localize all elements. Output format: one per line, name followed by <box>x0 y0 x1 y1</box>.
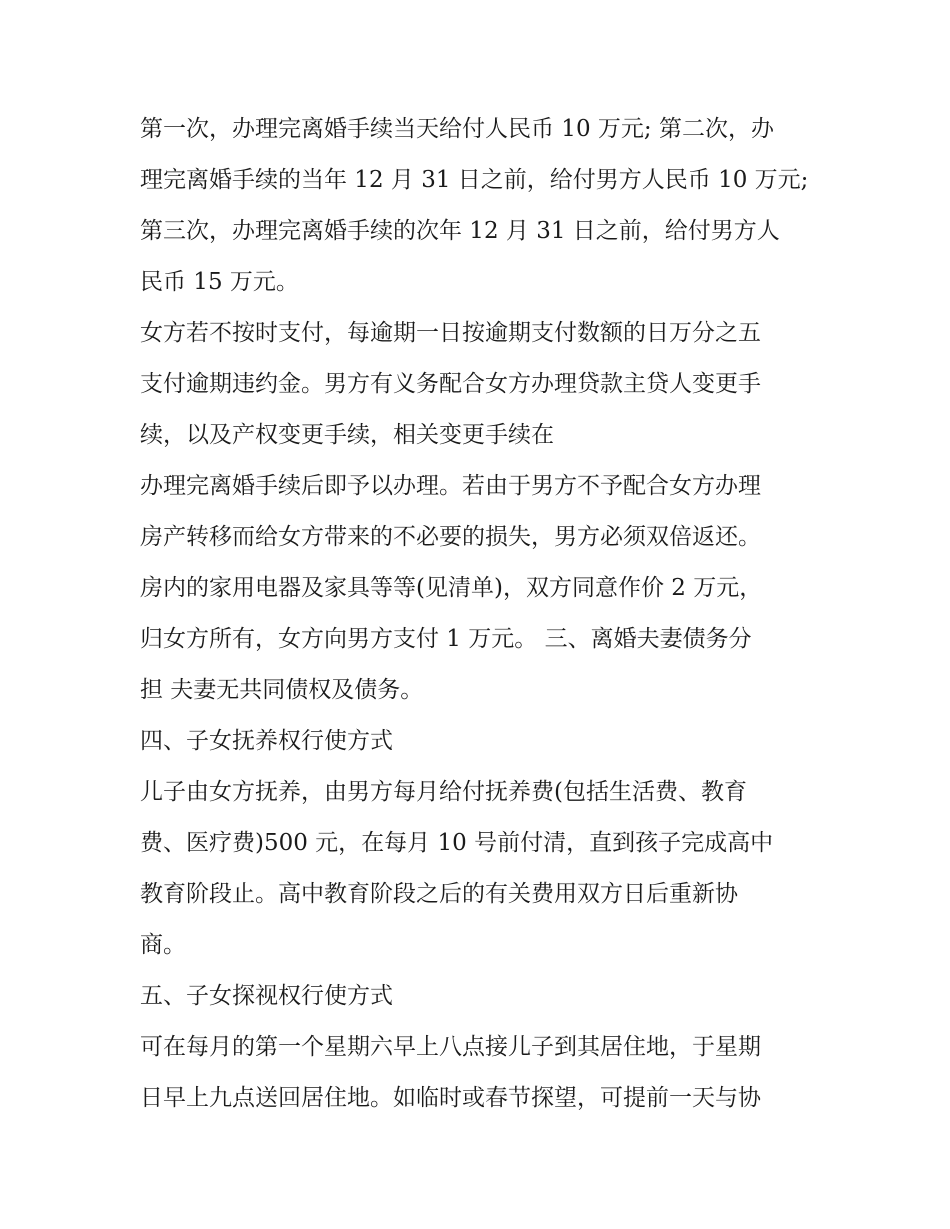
text-line: 教育阶段止。高中教育阶段之后的有关费用双方日后重新协 <box>140 881 738 907</box>
text-line: 民币 15 万元。 <box>140 269 299 295</box>
text-line: 第一次，办理完离婚手续当天给付人民币 10 万元; 第二次，办 <box>140 116 774 142</box>
section-heading: 五、子女探视权行使方式 <box>140 983 393 1009</box>
text-line: 儿子由女方抚养，由男方每月给付抚养费(包括生活费、教育 <box>140 779 747 805</box>
text-line: 日早上九点送回居住地。如临时或春节探望，可提前一天与协 <box>140 1085 761 1111</box>
text-line: 续，以及产权变更手续，相关变更手续在 <box>140 422 554 448</box>
text-line: 第三次，办理完离婚手续的次年 12 月 31 日之前，给付男方人 <box>140 218 780 244</box>
text-line: 支付逾期违约金。男方有义务配合女方办理贷款主贷人变更手 <box>140 371 761 397</box>
text-line: 女方若不按时支付，每逾期一日按逾期支付数额的日万分之五 <box>140 320 761 346</box>
text-line: 房内的家用电器及家具等等(见清单)，双方同意作价 2 万元， <box>140 575 763 601</box>
text-line: 归女方所有，女方向男方支付 1 万元。 三、离婚夫妻债务分 <box>140 626 752 652</box>
text-line: 商。 <box>140 932 186 958</box>
section-heading: 四、子女抚养权行使方式 <box>140 728 393 754</box>
text-line: 费、医疗费)500 元，在每月 10 号前付清，直到孩子完成高中 <box>140 830 774 856</box>
text-line: 可在每月的第一个星期六早上八点接儿子到其居住地，于星期 <box>140 1034 761 1060</box>
text-line: 担 夫妻无共同债权及债务。 <box>140 677 424 703</box>
text-line: 办理完离婚手续后即予以办理。若由于男方不予配合女方办理 <box>140 473 761 499</box>
text-line: 房产转移而给女方带来的不必要的损失，男方必须双倍返还。 <box>140 524 761 550</box>
text-line: 理完离婚手续的当年 12 月 31 日之前，给付男方人民币 10 万元; <box>140 167 809 193</box>
